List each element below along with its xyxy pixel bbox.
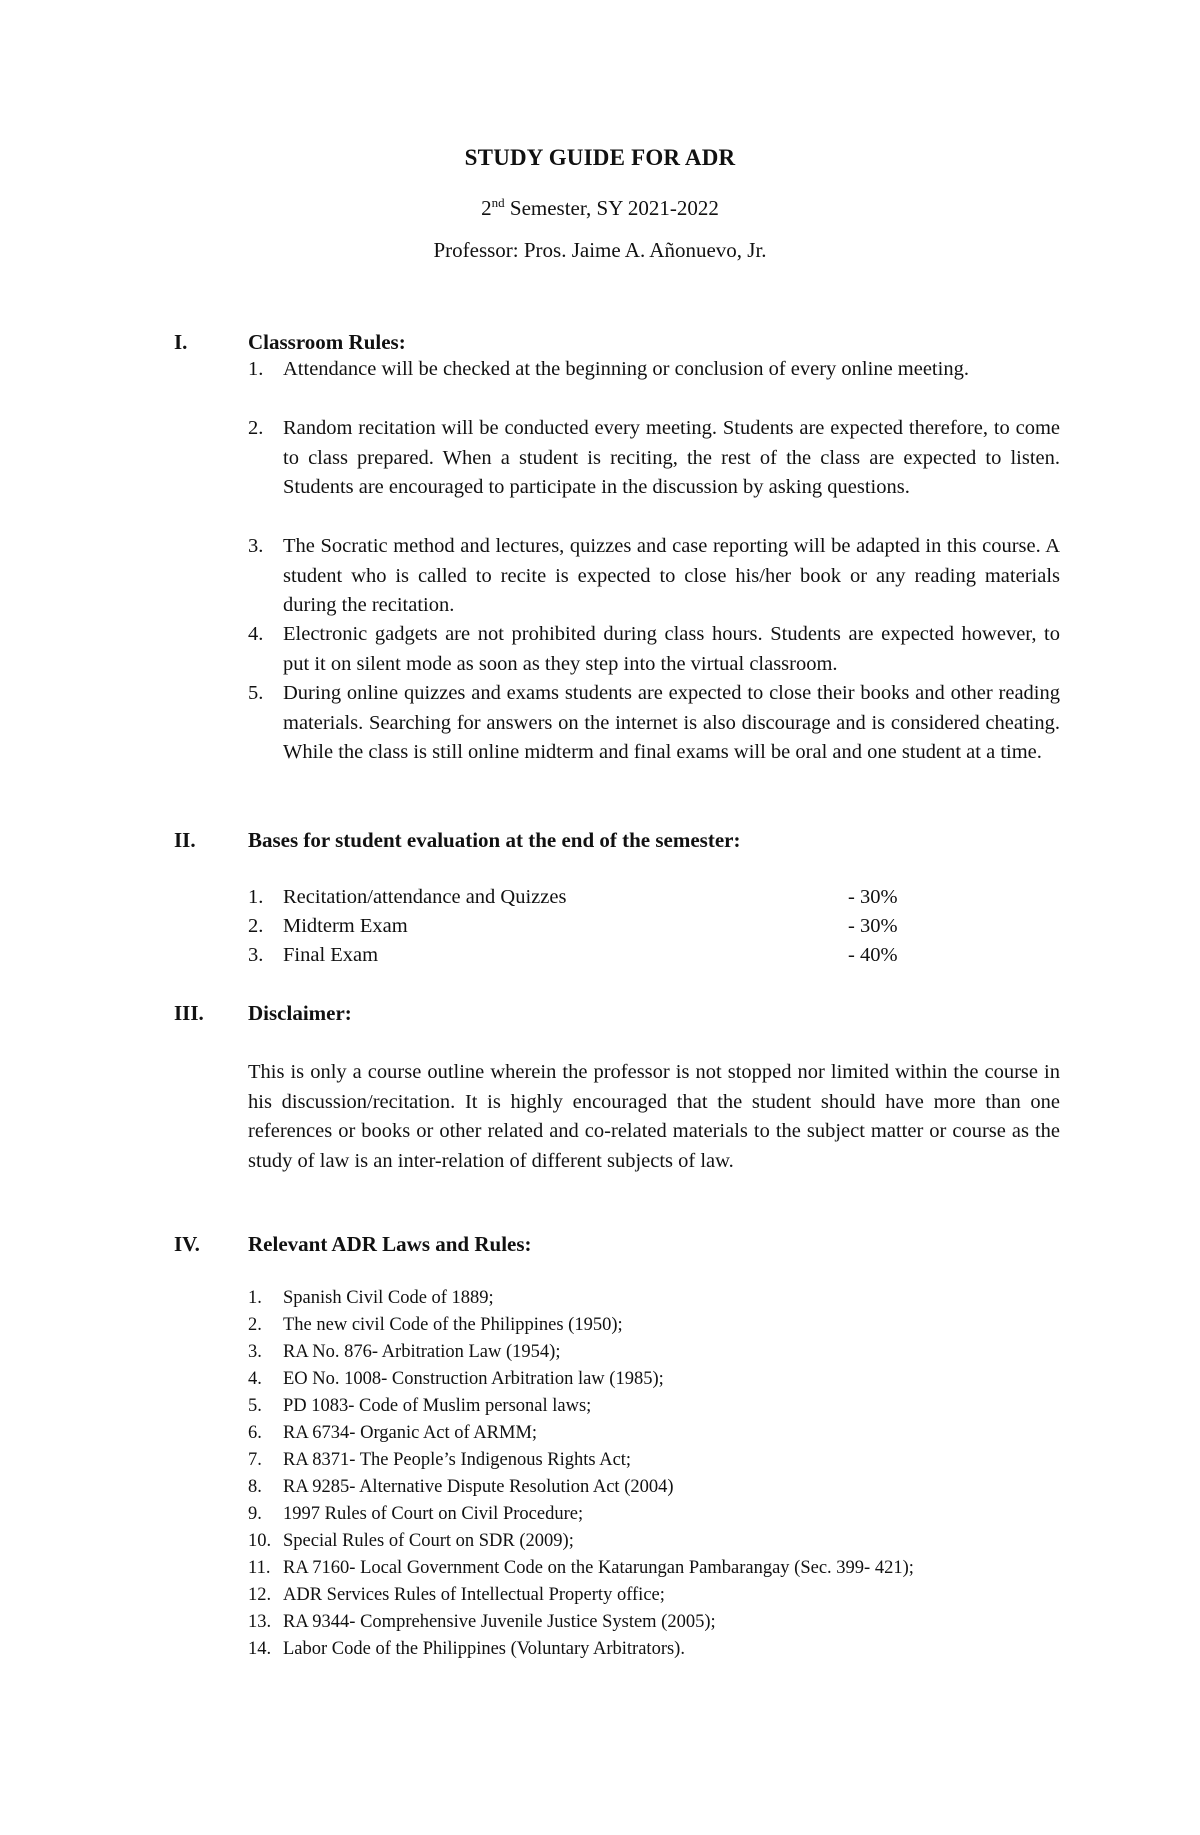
list-number: 2. — [248, 915, 264, 937]
list-text: During online quizzes and exams students are expected to close their books and other reading materials. Searching for answers on the internet is also discourage and is considered cheating. While the class is still online midterm and final exams will be oral and one student at a time. — [283, 682, 1060, 763]
law-text: RA 9285- Alternative Dispute Resolution Act (2004) — [283, 1477, 674, 1497]
semester-text: Semester, SY 2021-2022 — [504, 196, 719, 220]
list-text: Electronic gadgets are not prohibited during class hours. Students are expected however, to put it on silent mode as soon as they step into the virtual classroom. — [283, 623, 1060, 675]
law-text: The new civil Code of the Philippines (1950); — [283, 1315, 623, 1335]
evaluation-label: Final Exam — [283, 944, 379, 966]
law-text: RA 8371- The People’s Indigenous Rights Act; — [283, 1450, 632, 1470]
semester-ordinal-suffix: nd — [491, 195, 505, 210]
section-number-4: IV. — [174, 1232, 200, 1256]
evaluation-label: Recitation/attendance and Quizzes — [283, 886, 567, 908]
list-number: 14. — [248, 1639, 272, 1659]
evaluation-percent: - 40% — [848, 944, 898, 966]
law-text: Labor Code of the Philippines (Voluntary Arbitrators). — [283, 1639, 685, 1659]
section-heading-classroom-rules: Classroom Rules: — [248, 330, 406, 354]
list-number: 5. — [248, 1396, 262, 1416]
law-text: PD 1083- Code of Muslim personal laws; — [283, 1396, 592, 1416]
list-item — [248, 414, 1060, 503]
professor-line: Professor: Pros. Jaime A. Añonuevo, Jr. — [433, 238, 767, 262]
list-number: 1. — [248, 358, 264, 380]
law-text: ADR Services Rules of Intellectual Property office; — [283, 1585, 665, 1605]
law-text: 1997 Rules of Court on Civil Procedure; — [283, 1504, 584, 1524]
law-text: RA 6734- Organic Act of ARMM; — [283, 1423, 538, 1443]
law-text: RA 9344- Comprehensive Juvenile Justice System (2005); — [283, 1612, 716, 1632]
section-heading-laws: Relevant ADR Laws and Rules: — [248, 1232, 532, 1256]
semester-ordinal: 2 — [481, 196, 492, 220]
list-number: 2. — [248, 417, 264, 439]
disclaimer-paragraph: This is only a course outline wherein the professor is not stopped nor limited within the course in his discussion/recitation. It is highly encouraged that the student should have more than one references or books or other related and co-related materials to the subject matter or course as the study of law is an inter-relation of different subjects of law. — [248, 1061, 1060, 1172]
law-text: EO No. 1008- Construction Arbitration law (1985); — [283, 1369, 664, 1389]
list-number: 10. — [248, 1531, 272, 1551]
list-number: 4. — [248, 623, 264, 645]
list-number: 1. — [248, 886, 264, 908]
section-number-2: II. — [174, 828, 196, 852]
law-text: RA 7160- Local Government Code on the Katarungan Pambarangay (Sec. 399- 421); — [283, 1558, 914, 1578]
list-number: 11. — [248, 1558, 271, 1578]
evaluation-percent: - 30% — [848, 886, 898, 908]
section-number-3: III. — [174, 1001, 204, 1025]
list-item — [248, 355, 1060, 385]
list-text: Attendance will be checked at the beginning or conclusion of every online meeting. — [283, 358, 969, 380]
section-number-1: I. — [174, 330, 188, 354]
list-number: 13. — [248, 1612, 272, 1632]
law-text: Spanish Civil Code of 1889; — [283, 1288, 494, 1308]
list-text: The Socratic method and lectures, quizzes and case reporting will be adapted in this course. A student who is called to recite is expected to close his/her book or any reading materials during the recitation. — [283, 535, 1060, 616]
evaluation-percent: - 30% — [848, 915, 898, 937]
list-number: 4. — [248, 1369, 262, 1389]
list-number: 1. — [248, 1288, 262, 1308]
list-number: 3. — [248, 944, 264, 966]
semester-line — [0, 195, 1200, 221]
law-text: Special Rules of Court on SDR (2009); — [283, 1531, 574, 1551]
list-number: 2. — [248, 1315, 262, 1335]
list-number: 8. — [248, 1477, 262, 1497]
document-title: STUDY GUIDE FOR ADR — [464, 145, 736, 170]
law-text: RA No. 876- Arbitration Law (1954); — [283, 1342, 561, 1362]
list-item — [248, 532, 1060, 621]
list-item — [248, 679, 1060, 768]
list-item — [248, 620, 1060, 679]
evaluation-label: Midterm Exam — [283, 915, 408, 937]
list-number: 9. — [248, 1504, 262, 1524]
list-number: 12. — [248, 1585, 272, 1605]
section-heading-evaluation: Bases for student evaluation at the end of the semester: — [248, 828, 741, 852]
list-number: 7. — [248, 1450, 262, 1470]
section-heading-disclaimer: Disclaimer: — [248, 1001, 352, 1025]
list-number: 5. — [248, 682, 264, 704]
list-number: 3. — [248, 535, 264, 557]
list-number: 6. — [248, 1423, 262, 1443]
list-number: 3. — [248, 1342, 262, 1362]
list-text: Random recitation will be conducted every meeting. Students are expected therefore, to come to class prepared. When a student is reciting, the rest of the class are expected to listen. Students are encouraged to participate in the discussion by asking questions. — [283, 417, 1060, 498]
